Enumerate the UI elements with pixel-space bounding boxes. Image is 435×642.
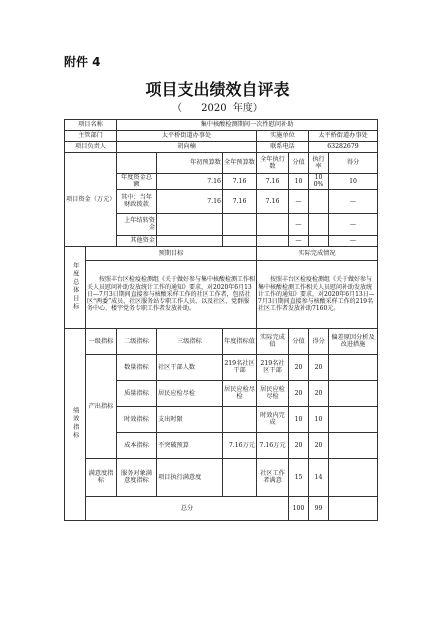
indicator-points: 20	[309, 432, 329, 458]
funds-row-points: —	[329, 189, 378, 213]
indicators-header-reason: 偏差原因分析及改进措施	[329, 328, 378, 354]
indicator-level3: 不突破预算	[157, 432, 223, 458]
year-label: （ 2020 年度）	[172, 103, 263, 114]
evaluation-table	[64, 119, 378, 521]
indicators-header-level3: 三级指标	[157, 328, 223, 354]
funds-row-budget: 7.16	[157, 189, 223, 213]
funds-row-full-budget	[223, 235, 257, 246]
funds-header-rate: 执行率	[309, 153, 329, 174]
indicator-score: 20	[289, 380, 309, 406]
indicators-label: 绩效指标	[65, 328, 86, 520]
funds-header-score: 分值	[289, 153, 309, 174]
goals-actual-header: 实际完成情况	[257, 246, 378, 260]
indicator-actual: 7.16万元	[257, 432, 289, 458]
goals-header-row	[65, 246, 378, 260]
indicator-target: 居民应检尽检	[223, 380, 257, 406]
indicator-reason	[329, 354, 378, 380]
leader-value: 胡向楠	[117, 142, 257, 153]
indicator-score: 20	[289, 432, 309, 458]
funds-row-label: 上年结转资金	[117, 213, 157, 235]
funds-row-score: —	[289, 213, 309, 235]
indicator-score: 15	[289, 458, 309, 496]
funds-row-executed	[257, 213, 289, 235]
funds-row-executed	[257, 235, 289, 246]
indicator-level2: 服务对象满意度指标	[117, 458, 157, 496]
indicator-actual: 居民应检尽检	[257, 380, 289, 406]
funds-row-label: 年度资金总额	[117, 174, 157, 190]
funds-row-rate: 100%	[309, 174, 329, 190]
indicator-points: 20	[309, 354, 329, 380]
funds-row-points: —	[329, 235, 378, 246]
indicator-level2: 数量指标	[117, 354, 157, 380]
funds-row-budget: 7.16	[157, 174, 223, 190]
phone-value: 63282679	[309, 142, 378, 153]
dept-value: 太平桥街道办事处	[117, 131, 257, 142]
indicators-header-points: 得分	[309, 328, 329, 354]
indicator-reason	[329, 406, 378, 432]
funds-header-full-budget: 全年预算数	[223, 153, 257, 174]
funds-row-points: —	[329, 213, 378, 235]
funds-row-executed: 7.16	[257, 189, 289, 213]
indicator-score: 20	[289, 354, 309, 380]
indicator-reason	[329, 458, 378, 496]
indicator-level3: 支出时限	[157, 406, 223, 432]
funds-header-budget: 年初预算数	[157, 153, 223, 174]
info-row	[65, 120, 378, 131]
funds-row-full-budget	[223, 213, 257, 235]
goals-expected-header: 预期目标	[86, 246, 257, 260]
dept-label: 主管部门	[65, 131, 117, 142]
indicators-header-target: 年度指标值	[223, 328, 257, 354]
funds-header-row	[65, 153, 378, 174]
indicator-level3: 社区干部人数	[157, 354, 223, 380]
indicator-points: 14	[309, 458, 329, 496]
goals-expected-text: 按照丰台区检疫检测组《关于做好参与集中核酸检测工作相关人员慰问补助发放统计工作的通知》要求，对2020年6月13日—7月3日期间直接参与核酸采样工作的社区工作者，包括社区“两委”成员、社区服务站专职工作人员、以及社区、党群服务中心、楼宇党务专职工作者发放补助。	[86, 260, 257, 328]
funds-row-budget	[157, 213, 223, 235]
total-reason	[329, 496, 378, 520]
info-row	[65, 131, 378, 142]
project-name: 集中核酸检测期间一次性慰问补助	[117, 120, 378, 131]
funds-header-executed: 全年执行数	[257, 153, 289, 174]
funds-row-score: 10	[289, 174, 309, 190]
unit-label: 实施单位	[257, 131, 309, 142]
goals-content-row	[65, 260, 378, 328]
indicator-level2: 时效指标	[117, 406, 157, 432]
indicator-row	[65, 458, 378, 496]
funds-row-full-budget: 7.16	[223, 174, 257, 190]
indicator-actual: 时效内完成	[257, 406, 289, 432]
indicator-target: 219名社区干部	[223, 354, 257, 380]
total-score: 100	[289, 496, 309, 520]
goals-actual-text: 按照丰台区检疫检测组《关于做好参与集中核酸检测工作相关人员慰问补助发放统计工作的通知》要求，对2020年6月13日—7月3日期间直接参与核酸采样工作的219名社区工作者发放补助7160元。	[257, 260, 378, 328]
total-row	[65, 496, 378, 520]
indicator-points: 10	[309, 406, 329, 432]
indicators-header-row	[65, 328, 378, 354]
indicator-actual: 219名社区干部	[257, 354, 289, 380]
total-points: 99	[309, 496, 329, 520]
indicators-header-score: 分值	[289, 328, 309, 354]
funds-blank	[117, 153, 157, 174]
indicator-reason	[329, 380, 378, 406]
indicator-level2: 质量指标	[117, 380, 157, 406]
indicators-header-actual: 实际完成值	[257, 328, 289, 354]
indicator-score: 10	[289, 406, 309, 432]
indicator-target	[223, 406, 257, 432]
info-row	[65, 142, 378, 153]
funds-row-label: 其他资金	[117, 235, 157, 246]
satisfaction-indicator-label: 满意度指标	[86, 458, 117, 496]
indicator-points: 20	[309, 380, 329, 406]
indicator-target: 7.16万元	[223, 432, 257, 458]
indicators-header-level1: 一级指标	[86, 328, 117, 354]
project-name-label: 项目名称	[65, 120, 117, 131]
funds-row-score: —	[289, 235, 309, 246]
unit-value: 太平桥街道办事处	[309, 131, 378, 142]
indicator-reason	[329, 432, 378, 458]
funds-row-points: 10	[329, 174, 378, 190]
indicators-header-level2: 二级指标	[117, 328, 157, 354]
funds-row-label: 其中：当年财政拨款	[117, 189, 157, 213]
funds-row-executed: 7.16	[257, 174, 289, 190]
goals-label: 年度总体目标	[65, 246, 86, 328]
indicator-level2: 成本指标	[117, 432, 157, 458]
funds-row-full-budget: 7.16	[223, 189, 257, 213]
leader-label: 项目负责人	[65, 142, 117, 153]
total-label: 总分	[86, 496, 289, 520]
funds-row-rate	[309, 189, 329, 213]
output-indicator-label: 产出指标	[86, 354, 117, 458]
attachment-label: 附件 4	[64, 55, 101, 69]
funds-label: 项目资金（万元）	[65, 153, 117, 247]
document-title: 项目支出绩效自评表	[145, 80, 290, 99]
funds-row-rate	[309, 235, 329, 246]
funds-row-score: —	[289, 189, 309, 213]
indicator-target	[223, 458, 257, 496]
indicator-level3: 项目执行满意度	[157, 458, 223, 496]
funds-row-budget	[157, 235, 223, 246]
indicator-actual: 社区工作者满意	[257, 458, 289, 496]
indicator-row	[65, 354, 378, 380]
phone-label: 联系电话	[257, 142, 309, 153]
funds-header-points: 得分	[329, 153, 378, 174]
indicator-level3: 居民应检尽检	[157, 380, 223, 406]
funds-row-rate	[309, 213, 329, 235]
